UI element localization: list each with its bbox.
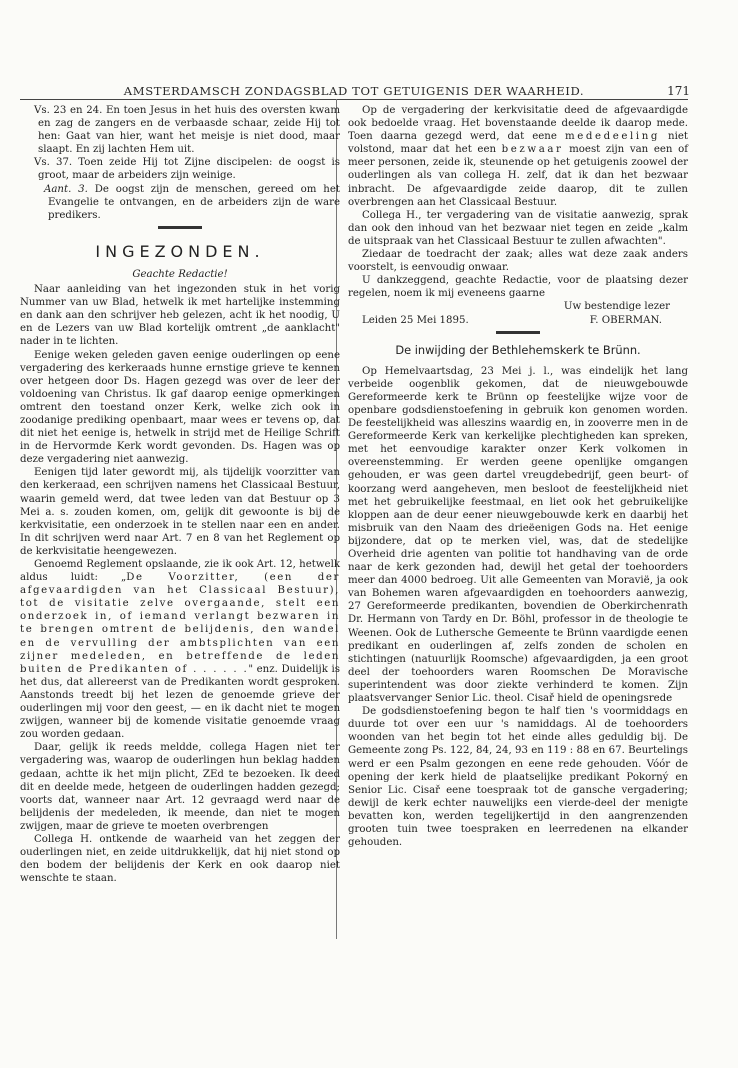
annotation-label: Aant. 3. [44, 183, 88, 195]
annotation-text: De oogst zijn de menschen, gereed om het Evangelie te ontvangen, en de arbeiders zijn de ware predikers. [48, 183, 340, 221]
paragraph: U dankzeggend, geachte Redactie, voor de plaatsing dezer regelen, noem ik mij eveneens gaarne [348, 275, 688, 300]
text-span: " enz. Duidelijk is het dus, dat allereerst van de Predikanten wordt gesproken. Aanstonds treedt bij het lezen de genoemde grieve der ouderlingen mij voor den geest, — en ik dacht niet te mogen zwijgen, wanneer bij de komende visitatie genoemde vraag zou worden gedaan. [20, 663, 340, 741]
quoted-article-text: De Voorzitter, (een der afgevaardigden van het Classicaal Bestuur), tot de visitatie zelve overgaande, stelt een onderzoek in, of iemand verlangt bezwaren in te brengen omtrent de belijdenis, den wandel en de vervulling der ambtsplichten van een zijner medeleden, en betreffende de leden buiten de Predikanten of . . . . . . [20, 572, 340, 675]
text-span: niet volstond, maar dat het een [348, 131, 688, 156]
paragraph: Collega H., ter vergadering van de visitatie aanwezig, sprak dan ook den inhoud van het bezwaar niet tegen en zeide „kalm de uitspraak van het Classicaal Bestuur te zullen afwachten". [348, 209, 688, 247]
ornament-rule [496, 331, 540, 334]
article-title: De inwijding der Bethlehemskerk te Brünn. [395, 342, 641, 357]
place-date: Leiden 25 Mei 1895. [362, 314, 469, 326]
header-rule [20, 99, 688, 100]
running-header [20, 84, 688, 98]
signature: F. OBERMAN. [589, 314, 662, 326]
page-number: 171 [667, 84, 690, 98]
ornament-rule [158, 226, 202, 229]
annotation [20, 183, 340, 222]
verse-23-24: Vs. 23 en 24. En toen Jesus in het huis des oversten kwam en zag de zangers en de verbaasde schaar, zeide Hij tot hen: Gaat van hier, want het meisje is niet dood, maar slaapt. En zij lachten Hem uit. [34, 105, 340, 156]
emphasis-mededeeling: mededeeling [564, 131, 660, 143]
paragraph-article-12 [20, 558, 340, 741]
paragraph: Naar aanleiding van het ingezonden stuk in het vorig Nummer van uw Blad, hetwelk ik met hartelijke instemming en dank aan den schrijver heb gelezen, acht ik het noodig, U en de Lezers van uw Blad kortelijk omtrent „de aanklacht" nader in te lichten. [20, 284, 340, 348]
verse-37: Vs. 37. Toen zeide Hij tot Zijne discipelen: de oogst is groot, maar de arbeiders zijn weinige. [34, 157, 340, 182]
signature-line [348, 314, 688, 327]
text-span: Genoemd Reglement opslaande, zie ik ook Art. 12, hetwelk aldus luidt: „ [20, 559, 340, 584]
emphasis-bezwaar: bezwaar [501, 144, 564, 156]
paragraph [348, 104, 688, 209]
section-title-ingezonden: INGEZONDEN. [95, 241, 265, 261]
text-span: Op de vergadering der kerkvisitatie deed de afgevaardigde ook bedoelde vraag. Het bovenstaande deelde ik daarop mede. Toen daarna gezegd werd, dat eene [348, 105, 688, 143]
paragraph: Eenige weken geleden gaven eenige ouderlingen op eene vergadering des kerkeraads hunne ernstige grieve te kennen over hetgeen door Ds. Hagen gezegd was over de leer der voldoening van Christus. Ik gaf daarop eenige opmerkingen omtrent den toestand onzer Kerk, welke zich ook in zoodanige prediking openbaart, maar wees er tevens op, dat dit niet het eenige is, hetwelk in strijd met de Heilige Schrift in de Hervormde Kerk wordt gevonden. Ds. Hagen was op deze vergadering niet aanwezig. [20, 349, 340, 466]
paragraph: Daar, gelijk ik reeds meldde, collega Hagen niet ter vergadering was, waarop de ouderlingen hun beklag hadden gedaan, achtte ik het mijn plicht, ZEd te bezoeken. Ik deed dit en deelde mede, hetgeen de ouderlingen hadden gezegd; voorts dat, wanneer naar Art. 12 gevraagd werd naar de belijdenis der medeleden, ik meende, dan niet te mogen zwijgen, maar de grieve te moeten overbrengen [20, 742, 340, 832]
paragraph: Op Hemelvaartsdag, 23 Mei j. l., was eindelijk het lang verbeide oogenblik gekomen, dat de nieuwgebouwde Gereformeerde kerk te Brünn op feestelijke wijze voor de openbare godsdienstoefening in gebruik kon genomen worden. De feestelijkheid was alleszins waardig en, in zooverre men in de Gereformeerde Kerk van kerkelijke plechtigheden kan spreken, met het eenvoudige karakter onzer Kerk volkomen in overeenstemming. Er werden geene openlijke omgangen gehouden, er was geen dartel vreugdebedrijf, geen beurt- of koorzang werd aangeheven, men besloot de feestelijkheid niet met het gebruikelijke feestmaal, en liet ook het gebruikelijke kloppen aan de deur eener nieuwgebouwde kerk en daarbij het misbruik van den Naam des drieëenigen Gods na. Het eenige bijzondere, dat op te merken viel, was, dat de stedelijke Overheid drie agenten van politie tot handhaving van de orde naar de kerk gezonden had, dewijl het getal der toehoorders meer dan 4000 bedroeg. Uit alle Gemeenten van Moravië, ja ook van Bohemen waren afgevaardigden en toehoorders aanwezig, 27 Gereformeerde predikanten, bovendien de Oberkirchenrath Dr. Hermann von Tardy en Dr. Böhl, professor in de theologie te Weenen. Ook de Luthersche Gemeente te Brünn vaardigde eenen predikant en ouderlingen af, zelfs zonden de scholen en stichtingen (natuurlijk Roomsche) afgevaardigden, ja een groot deel der toehoorders waren Roomschen De Moravische superintendent was door ziekte verhinderd te komen. Zijn plaatsvervanger Senior Lic. theol. Cisař hield de openingsrede [348, 365, 688, 705]
paragraph: De godsdienstoefening begon te half tien 's voormiddags en duurde tot over een uur 's namiddags. Al de toehoorders woonden van het begin tot het einde alles geduldig bij. De Gemeente zong Ps. 122, 84, 24, 93 en 119 : 88 en 67. Beurtelings werd er een Psalm gezongen en eene rede gehouden. Vóór de opening der kerk hield de plaatselijke predikant Pokorný en Senior Lic. Cisař eene toespraak tot de gansche vergadering; dewijl de kerk echter nauwelijks een vierde-deel der menigte bevatten kon, werden tegelijkertijd in den aangrenzenden grooten tuin twee toespraken en leerredenen na elkander gehouden. [348, 706, 688, 849]
closing-line: Uw bestendige lezer [563, 301, 670, 313]
letter-greeting: Geachte Redactie! [132, 268, 228, 280]
header-title: AMSTERDAMSCH ZONDAGSBLAD TOT GETUIGENIS DER WAARHEID. [123, 84, 585, 98]
left-column [20, 104, 340, 885]
text-span: moest zijn van een of meer personen, zeide ik, steunende op het getuigenis zoowel der ouderlingen als van collega H. zelf, dat ik dan het bezwaar inbracht. De afgevaardigde zeide daarop, dit te zullen overbrengen aan het Classicaal Bestuur. [348, 144, 688, 208]
paragraph: Ziedaar de toedracht der zaak; alles wat deze zaak anders voorstelt, is eenvoudig onwaar. [348, 249, 688, 274]
right-column [348, 104, 688, 849]
paragraph: Collega H. ontkende de waarheid van het zeggen der ouderlingen niet, en zeide uitdrukkelijk, dat hij niet stond op den bodem der belijdenis der Kerk en ook daarop niet wenschte te staan. [20, 833, 340, 885]
paragraph: Eenigen tijd later gewordt mij, als tijdelijk voorzitter van den kerkeraad, een schrijven namens het Classicaal Bestuur, waarin gemeld werd, dat twee leden van dat Bestuur op 3 Mei a. s. zouden komen, om, gelijk dit gewoonte is bij de kerkvisitatie, een onderzoek in te stellen naar een en ander. In dit schrijven werd naar Art. 7 en 8 van het Reglement op de kerkvisitatie heengewezen. [20, 467, 340, 557]
